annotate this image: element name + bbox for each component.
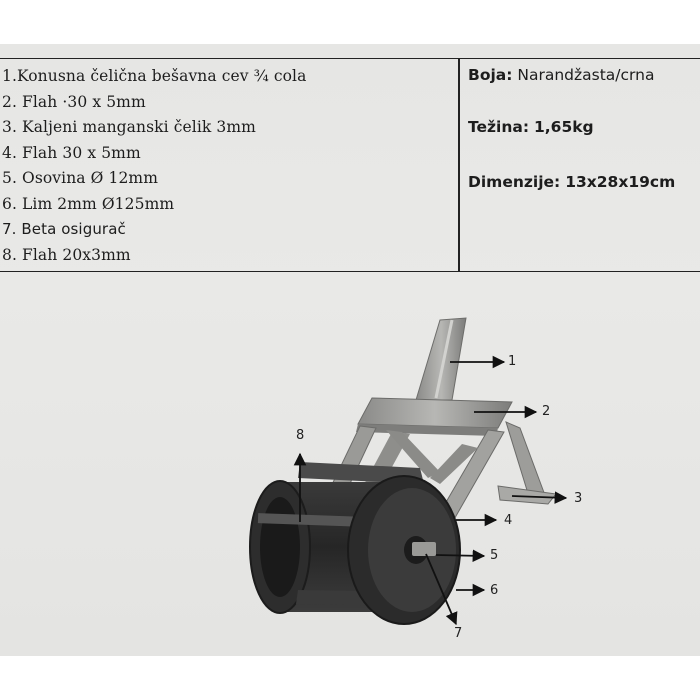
weight-value: 1,65kg (534, 118, 594, 136)
callout-6: 6 (490, 583, 499, 598)
color-value: Narandžasta/crna (517, 66, 655, 84)
color-spec (468, 66, 654, 84)
part-item-8: 8. Flah 20x3mm (2, 245, 131, 264)
callout-8: 8 (296, 428, 305, 443)
part-item-1: 1.Konusna čelična bešavna cev ¾ cola (2, 67, 307, 85)
callout-4: 4 (504, 513, 513, 528)
part-item-7: 7. Beta osigurač (2, 220, 126, 238)
spec-table (0, 58, 700, 272)
weight-spec (468, 118, 594, 136)
part-item-3: 3. Kaljeni manganski čelik 3mm (2, 118, 256, 136)
dimensions-spec (468, 173, 675, 191)
roller-tool-illustration (0, 272, 700, 656)
color-label: Boja: (468, 66, 513, 84)
callout-7: 7 (454, 626, 463, 641)
handle-tube (416, 318, 466, 400)
weight-label: Težina: (468, 118, 530, 136)
roller-drum (250, 462, 460, 624)
callout-2: 2 (542, 404, 551, 419)
callout-5: 5 (490, 548, 499, 563)
dimensions-value: 13x28x19cm (565, 173, 676, 191)
part-item-6: 6. Lim 2mm Ø125mm (2, 194, 175, 213)
product-figure (0, 272, 700, 656)
parts-list (2, 64, 306, 268)
dimensions-label: Dimenzije: (468, 173, 561, 191)
part-item-2: 2. Flah ·30 x 5mm (2, 92, 146, 111)
callout-3: 3 (574, 491, 583, 506)
part-item-4: 4. Flah 30 x 5mm (2, 143, 141, 162)
table-divider (458, 59, 460, 271)
callout-1: 1 (508, 354, 517, 369)
part-item-5: 5. Osovina Ø 12mm (2, 169, 159, 187)
